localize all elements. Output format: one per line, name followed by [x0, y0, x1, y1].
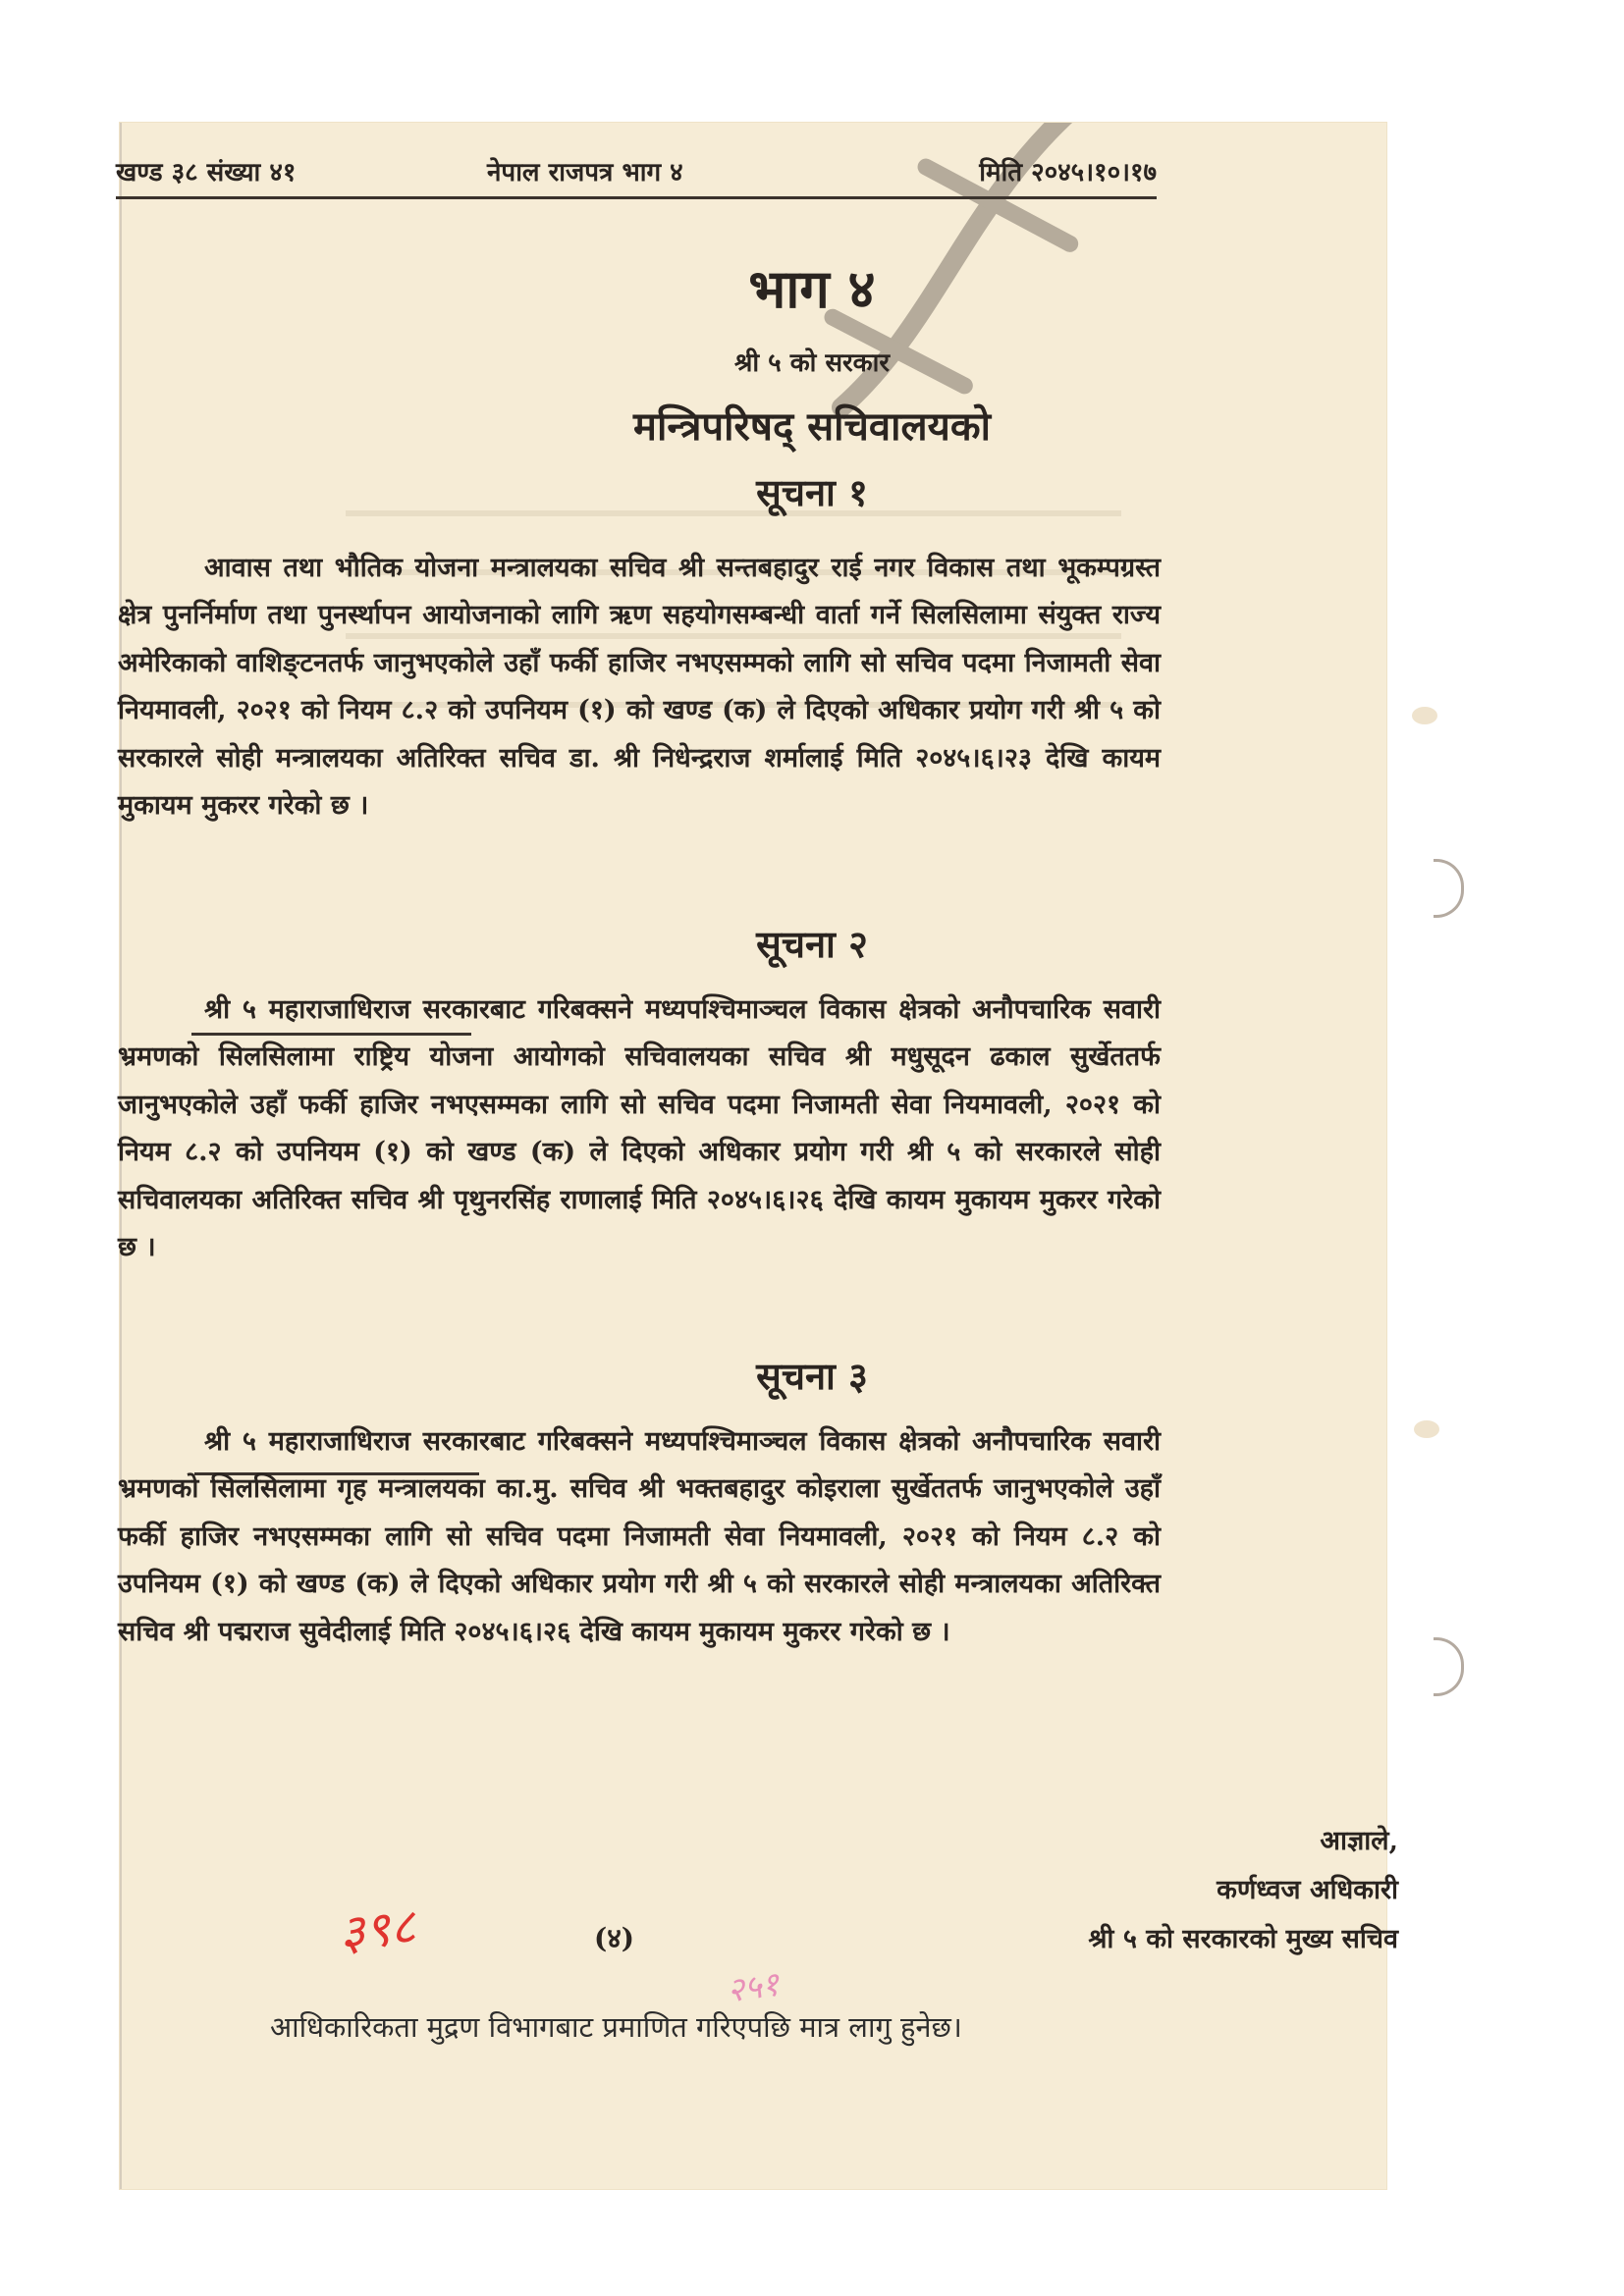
notice-1-text: आवास तथा भौतिक योजना मन्त्रालयका सचिव श्री सन्तबहादुर राई नगर विकास तथा भूकम्पग्रस्त क्षेत्र पुनर्निर्माण तथा पुनर्स्थापन आयोजनाको लागि ऋण सहयोगसम्बन्धी वार्ता गर्ने सिलसिलामा संयुक्त राज्य अमेरिकाको वाशिङ्टनतर्फ जानुभएकोले उहाँ फर्की हाजिर नभएसम्मको लागि सो सचिव पदमा निजामती सेवा नियमावली, २०२१ को नियम ८.२ को उपनियम (१) को खण्ड (क) ले दिएको अधिकार प्रयोग गरी श्री ५ को सरकारले सोही मन्त्रालयका अतिरिक्त सचिव डा. श्री निधेन्द्रराज शर्मालाई मिति २०४५।६।२३ देखि कायम मुकायम मुकरर गरेको छ । [118, 553, 1161, 822]
notice-2-text: श्री ५ महाराजाधिराज सरकारबाट गरिबक्सने मध्यपश्चिमाञ्चल विकास क्षेत्रको अनौपचारिक सवारी भ्रमणको सिलसिलामा राष्ट्रिय योजना आयोगको सचिवालयका सचिव श्री मधुसूदन ढकाल सुर्खेततर्फ जानुभएकोले उहाँ फर्की हाजिर नभएसम्मका लागि सो सचिव पदमा निजामती सेवा नियमावली, २०२१ को नियम ८.२ को उपनियम (१) को खण्ड (क) ले दिएको अधिकार प्रयोग गरी श्री ५ को सरकारले सोही सचिवालयका अतिरिक्त सचिव श्री पृथुनरसिंह राणालाई मिति २०४५।६।२६ देखि कायम मुकायम मुकरर गरेको छ । [118, 994, 1161, 1263]
paper-stain [1414, 1420, 1439, 1438]
paper-stain [1412, 707, 1437, 724]
secretariat-title: मन्त्रिपरिषद् सचिवालयको [633, 403, 991, 450]
notice-1-title: सूचना १ [756, 470, 868, 514]
handwritten-number-pink: २५१ [724, 1964, 782, 2011]
signatory-designation: श्री ५ को सरकारको मुख्य सचिव [1088, 1924, 1398, 1954]
notice-3-text: श्री ५ महाराजाधिराज सरकारबाट गरिबक्सने मध्यपश्चिमाञ्चल विकास क्षेत्रको अनौपचारिक सवारी भ्रमणको सिलसिलामा गृह मन्त्रालयका का.मु. सचिव श्री भक्तबहादुर कोइराला सुर्खेततर्फ जानुभएकोले उहाँ फर्की हाजिर नभएसम्मका लागि सो सचिव पदमा निजामती सेवा नियमावली, २०२१ को नियम ८.२ को उपनियम (१) को खण्ड (क) ले दिएको अधिकार प्रयोग गरी श्री ५ को सरकारले सोही मन्त्रालयका अतिरिक्त सचिव श्री पद्मराज सुवेदीलाई मिति २०४५।६।२६ देखि कायम मुकायम मुकरर गरेको छ । [118, 1426, 1161, 1647]
gazette-title: नेपाल राजपत्र भाग ४ [487, 158, 683, 187]
signature-order: आज्ञाले, [1320, 1826, 1398, 1856]
authentication-note: आधिकारिकता मुद्रण विभागबाट प्रमाणित गरिएपछि मात्र लागु हुनेछ। [270, 2010, 962, 2044]
gazette-date: मिति २०४५।१०।१७ [979, 158, 1157, 187]
notice-3-title: सूचना ३ [756, 1354, 868, 1398]
government-name: श्री ५ को सरकार [733, 348, 891, 378]
punch-hole [1434, 1637, 1464, 1696]
handwritten-number-red: ३९८ [336, 1897, 419, 1962]
gazette-header [116, 147, 1157, 199]
signatory-name: कर्णध्वज अधिकारी [1217, 1875, 1398, 1905]
page-number: (४) [594, 1922, 635, 1954]
volume-number: खण्ड ३८ संख्या ४१ [116, 158, 297, 187]
punch-hole [1434, 859, 1464, 918]
notice-2-title: सूचना २ [756, 922, 868, 966]
part-title: भाग ४ [748, 257, 876, 320]
